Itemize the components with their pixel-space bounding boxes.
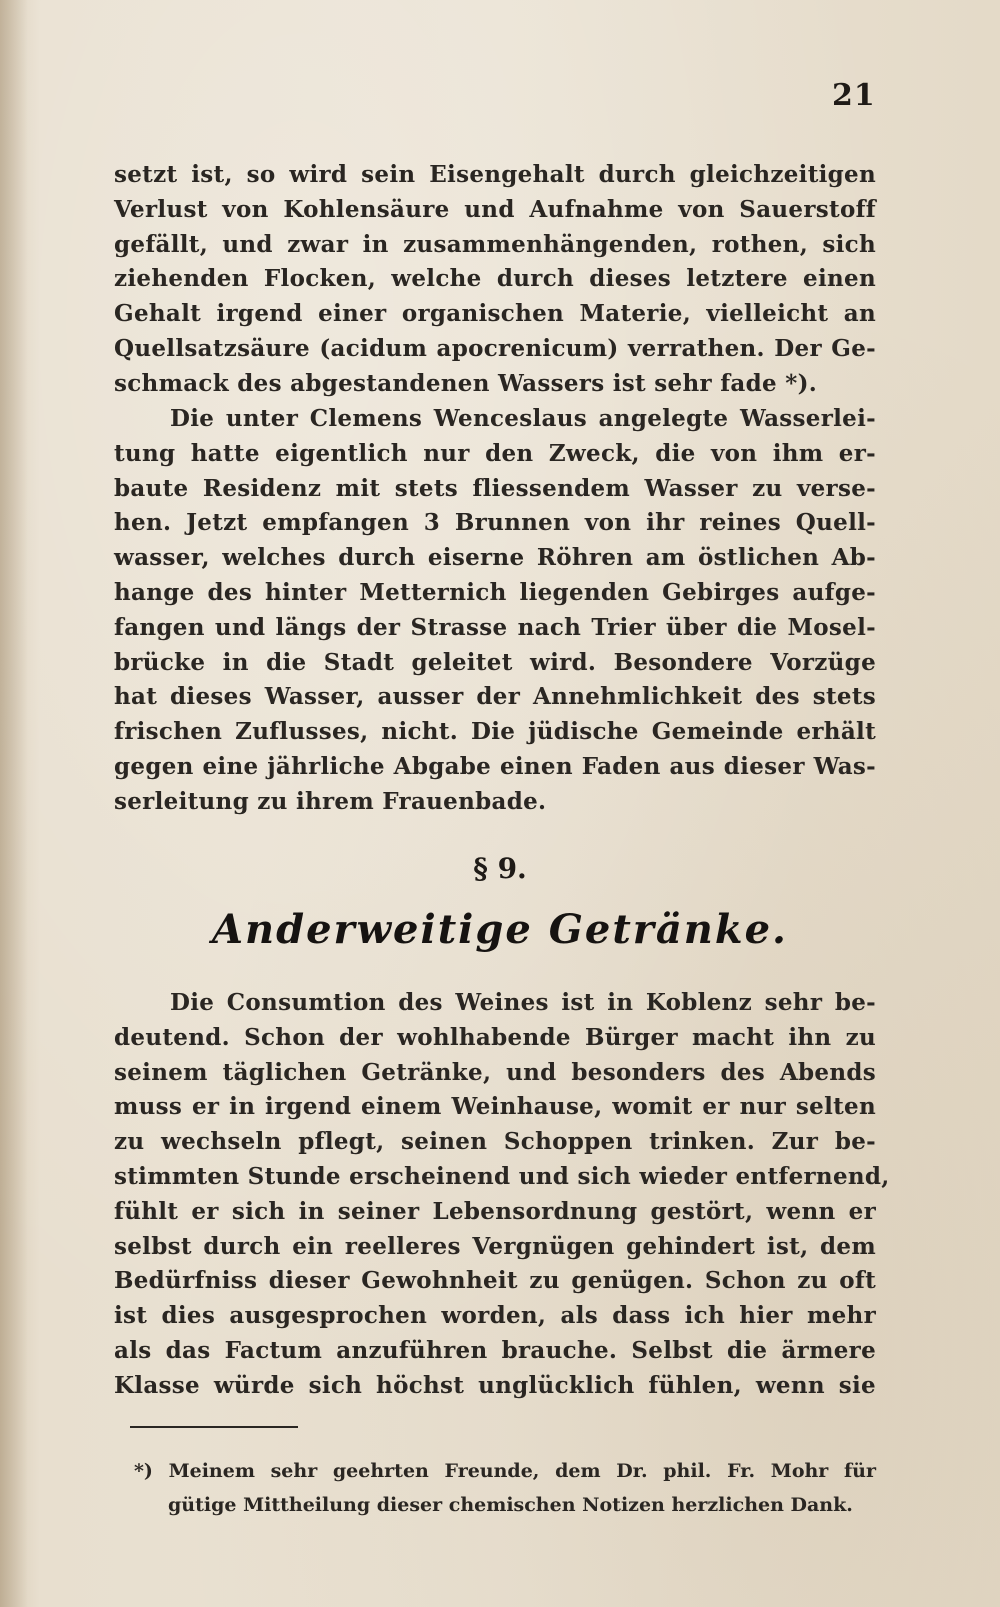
text-line: Klasse würde sich höchst unglücklich fühlen, wenn sie xyxy=(114,1371,876,1399)
text-line: gefällt, und zwar in zusammenhängenden, rothen, sich xyxy=(114,230,876,258)
footnote-line: *) Meinem sehr geehrten Freunde, dem Dr. phil. Fr. Mohr für xyxy=(134,1460,876,1482)
text-line: Gehalt irgend einer organischen Materie, vielleicht an xyxy=(114,300,876,328)
text-line: muss er in irgend einem Weinhause, womit er nur selten xyxy=(114,1093,876,1121)
text-line: als das Factum anzuführen brauche. Selbst die ärmere xyxy=(114,1336,876,1364)
section-number: § 9. xyxy=(473,852,527,885)
binding-shadow xyxy=(0,0,28,1607)
section-heading: Anderweitige Getränke. xyxy=(212,906,788,953)
text-line: hat dieses Wasser, ausser der Annehmlichkeit des stets xyxy=(114,683,876,711)
text-line: ist dies ausgesprochen worden, als dass ich hier mehr xyxy=(114,1302,876,1330)
text-line: brücke in die Stadt geleitet wird. Besondere Vorzüge xyxy=(114,648,876,676)
text-line: frischen Zuflusses, nicht. Die jüdische Gemeinde erhält xyxy=(114,718,876,746)
page-number: 21 xyxy=(832,78,876,113)
text-line: hen. Jetzt empfangen 3 Brunnen von ihr reines Quell- xyxy=(114,509,876,537)
text-line: Quellsatzsäure (acidum apocrenicum) verrathen. Der Ge- xyxy=(114,334,876,362)
footnote-divider xyxy=(130,1426,298,1428)
text-line: schmack des abgestandenen Wassers ist sehr fade *). xyxy=(114,369,818,397)
text-line: stimmten Stunde erscheinend und sich wieder entfernend, xyxy=(114,1162,890,1190)
text-line: seinem täglichen Getränke, und besonders des Abends xyxy=(114,1058,876,1086)
paragraph-wine-consumption xyxy=(114,986,890,1404)
text-line: Bedürfniss dieser Gewohnheit zu genügen. Schon zu oft xyxy=(114,1267,876,1295)
text-line: Verlust von Kohlensäure und Aufnahme von Sauerstoff xyxy=(114,195,876,223)
text-line: wasser, welches durch eiserne Röhren am östlichen Ab- xyxy=(114,544,876,572)
text-line: baute Residenz mit stets fliessendem Wasser zu verse- xyxy=(114,474,876,502)
text-line: selbst durch ein reelleres Vergnügen gehindert ist, dem xyxy=(114,1232,876,1260)
text-line: fangen und längs der Strasse nach Trier über die Mosel- xyxy=(114,613,876,641)
text-line: serleitung zu ihrem Frauenbade. xyxy=(114,787,547,815)
paragraph-water-pipeline xyxy=(114,402,876,820)
text-line: deutend. Schon der wohlhabende Bürger macht ihn zu xyxy=(114,1023,876,1051)
footnote xyxy=(134,1454,876,1522)
paragraph-continuation xyxy=(114,158,876,402)
text-line: ziehenden Flocken, welche durch dieses letztere einen xyxy=(114,265,876,293)
text-line: Die unter Clemens Wenceslaus angelegte Wasserlei- xyxy=(170,405,876,432)
text-line: fühlt er sich in seiner Lebensordnung gestört, wenn er xyxy=(114,1197,876,1225)
text-line: setzt ist, so wird sein Eisengehalt durch gleichzeitigen xyxy=(114,161,876,188)
text-line: tung hatte eigentlich nur den Zweck, die von ihm er- xyxy=(114,439,876,467)
text-line: Die Consumtion des Weines ist in Koblenz sehr be- xyxy=(170,989,876,1016)
text-line: gegen eine jährliche Abgabe einen Faden aus dieser Was- xyxy=(114,752,876,780)
footnote-line: gütige Mittheilung dieser chemischen Notizen herzlichen Dank. xyxy=(168,1494,853,1516)
text-line: hange des hinter Metternich liegenden Gebirges aufge- xyxy=(114,578,876,606)
text-line: zu wechseln pflegt, seinen Schoppen trinken. Zur be- xyxy=(114,1128,876,1156)
